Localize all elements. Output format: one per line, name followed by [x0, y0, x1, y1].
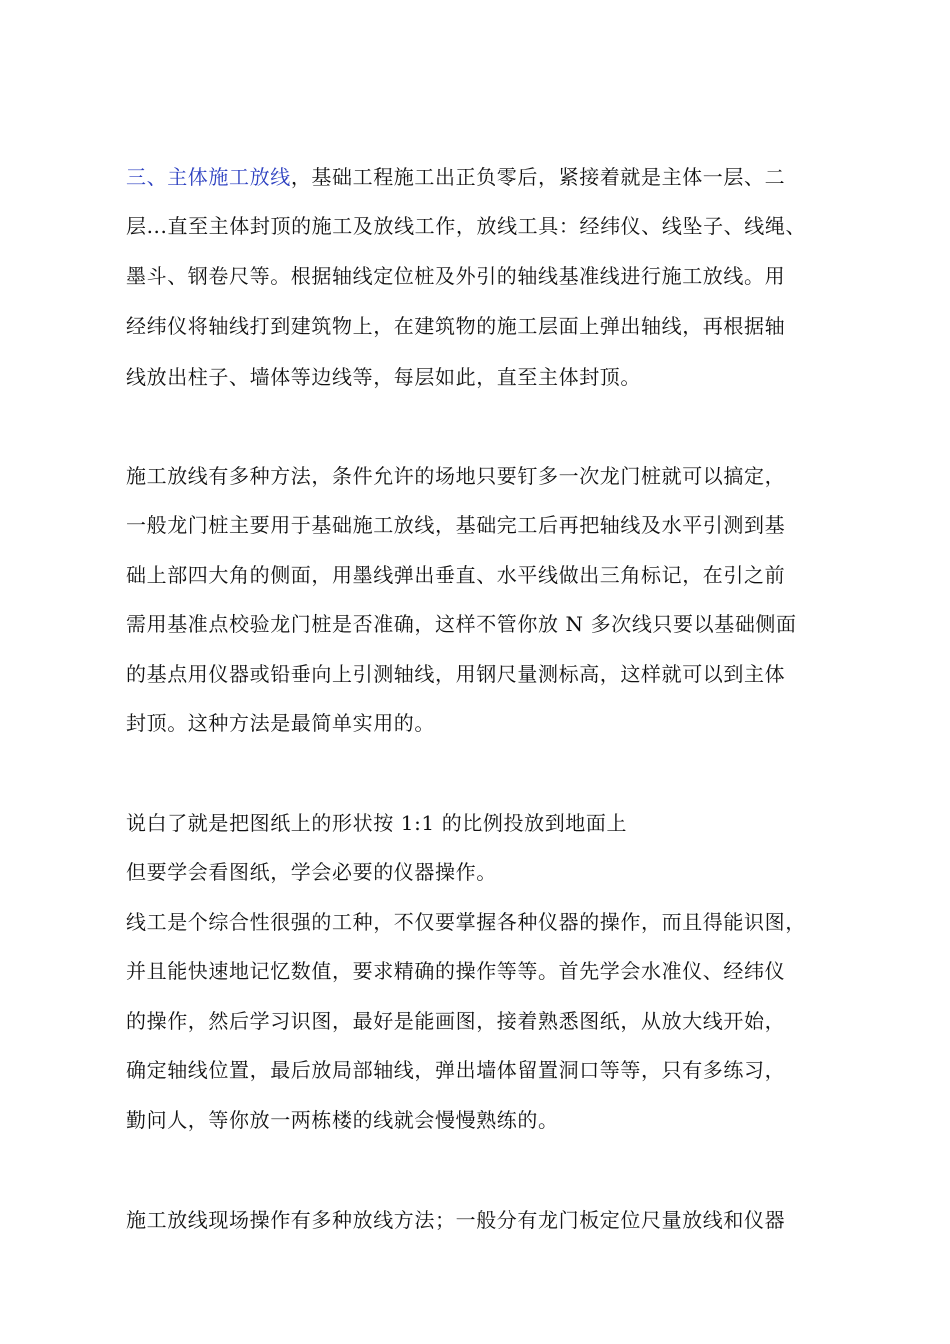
paragraph-4-line-1: 施工放线现场操作有多种放线方法；一般分有龙门板定位尺量放线和仪器: [126, 1208, 786, 1232]
paragraph-1-line-1: [126, 164, 785, 190]
paragraph-2-line-4: 需用基准点校验龙门桩是否准确，这样不管你放 N 多次线只要以基础侧面: [126, 612, 797, 636]
paragraph-3-line-5: 的操作，然后学习识图，最好是能画图，接着熟悉图纸，从放大线开始，: [126, 1009, 786, 1033]
paragraph-1-line-3: 墨斗、钢卷尺等。根据轴线定位桩及外引的轴线基准线进行施工放线。用: [126, 264, 786, 288]
paragraph-1-line-5: 线放出柱子、墙体等边线等，每层如此，直至主体封顶。: [126, 365, 641, 389]
section-heading[interactable]: 三、主体施工放线: [126, 165, 291, 189]
paragraph-2-line-6: 封顶。这种方法是最简单实用的。: [126, 711, 435, 735]
paragraph-2-line-5: 的基点用仪器或铅垂向上引测轴线，用钢尺量测标高，这样就可以到主体: [126, 662, 786, 686]
paragraph-1-line-4: 经纬仪将轴线打到建筑物上，在建筑物的施工层面上弹出轴线，再根据轴: [126, 314, 786, 338]
paragraph-2-line-1: 施工放线有多种方法，条件允许的场地只要钉多一次龙门桩就可以搞定，: [126, 464, 786, 488]
paragraph-3-line-7: 勤问人，等你放一两栋楼的线就会慢慢熟练的。: [126, 1108, 559, 1132]
paragraph-3-line-6: 确定轴线位置，最后放局部轴线，弹出墙体留置洞口等等，只有多练习，: [126, 1058, 786, 1082]
paragraph-3-line-1: 说白了就是把图纸上的形状按 1:1 的比例投放到地面上: [126, 811, 628, 835]
paragraph-2-line-2: 一般龙门桩主要用于基础施工放线，基础完工后再把轴线及水平引测到基: [126, 513, 786, 537]
paragraph-3-line-3: 线工是个综合性很强的工种，不仅要掌握各种仪器的操作，而且得能识图，: [126, 910, 806, 934]
paragraph-3-line-2: 但要学会看图纸，学会必要的仪器操作。: [126, 860, 497, 884]
paragraph-2-line-3: 础上部四大角的侧面，用墨线弹出垂直、水平线做出三角标记，在引之前: [126, 563, 786, 587]
paragraph-1-line-2: 层...直至主体封顶的施工及放线工作，放线工具：经纬仪、线坠子、线绳、: [126, 214, 807, 238]
paragraph-3-line-4: 并且能快速地记忆数值，要求精确的操作等等。首先学会水准仪、经纬仪: [126, 959, 786, 983]
paragraph-1-text: ，基础工程施工出正负零后，紧接着就是主体一层、二: [290, 165, 786, 189]
